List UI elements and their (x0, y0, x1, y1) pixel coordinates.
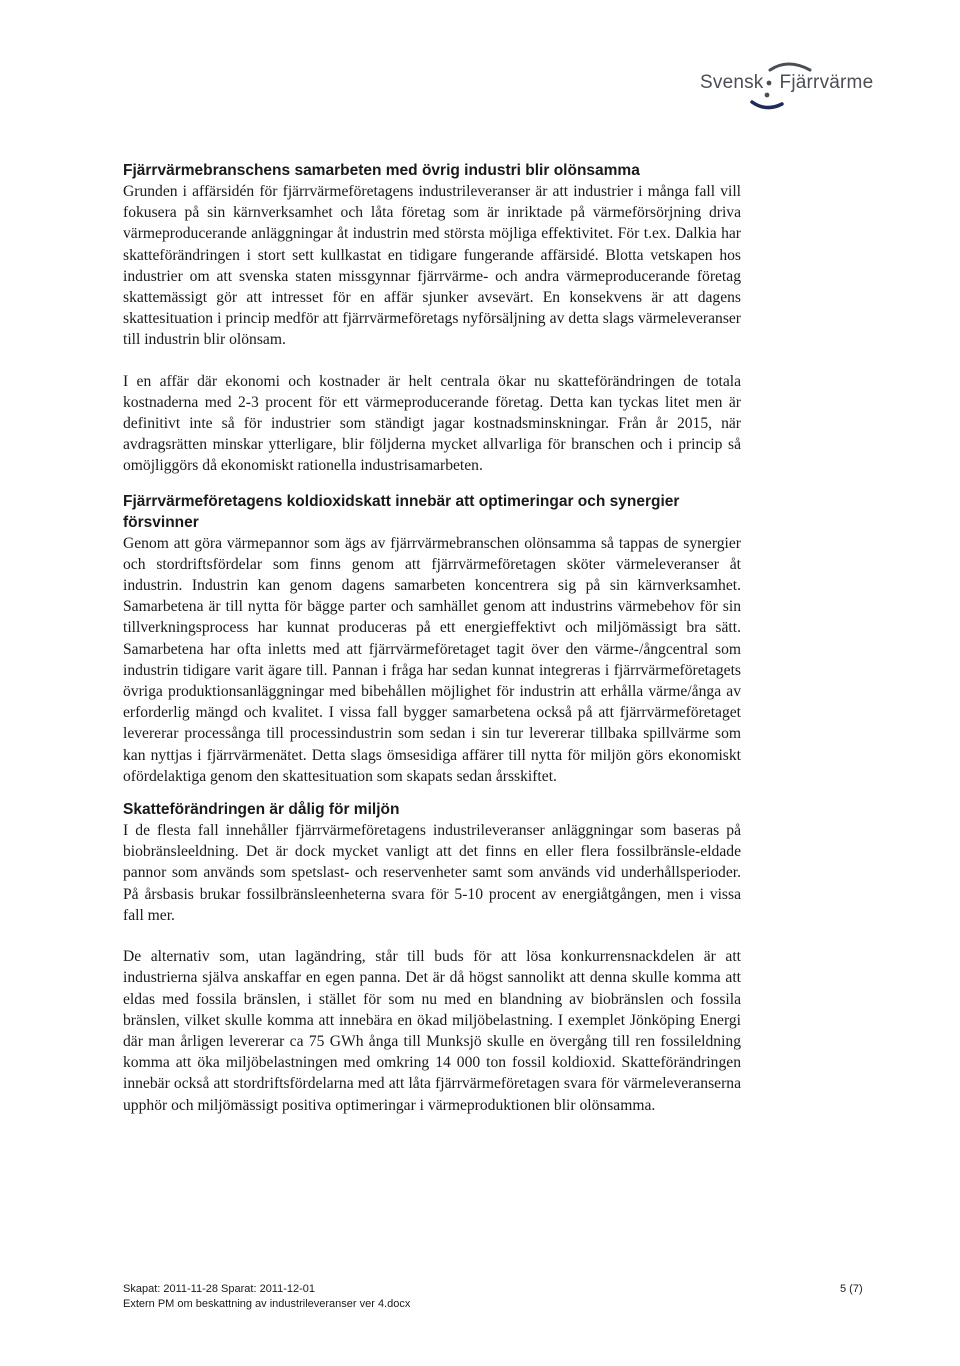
section-heading-2: Fjärrvärmeföretagens koldioxidskatt innebär att optimeringar och synergier försvinner (123, 492, 680, 531)
logo-text (700, 72, 873, 94)
paragraph-1-1: Grunden i affärsidén för fjärrvärmeföretagens industrileveranser är att industrier i många fall vill fokusera på sin kärnverksamhet och låta företag som är inriktade på värmeförsörjning driva värmeproducerande anläggningar åt industrin med största möjliga effektivitet. För t.ex. Dalkia har skatteförändringen i stort sett kullkastat en tidigare fungerande affärsidé. Blotta vetskapen hos industrier om att svenska staten missgynnar fjärrvärme- och andra värmeproducerande företag skattemässigt gör att intresset för en affär sjunker avsevärt. En konsekvens är att dagens skattesituation i princip medför att fjärrvärmeföretags nyförsäljning av detta slags värmeleveranser till industrin blir olönsam. (123, 183, 741, 349)
section-heading-3: Skatteförändringen är dålig för miljön (123, 801, 400, 819)
paragraph-3-1: I de flesta fall innehåller fjärrvärmeföretagens industrileveranser anläggningar som baseras på biobränsleeldning. Det är dock mycket vanligt att det finns en eller flera fossilbränsle-eldade pannor som används som spetslast- och reservenheter samt som används vid underhållsperioder. På årsbasis brukar fossilbränsleenheterna svara för 5-10 procent av energiåtgången, men i vissa fall mer. (123, 822, 741, 924)
page-number: 5 (7) (840, 1283, 863, 1295)
paragraph-2-1: Genom att göra värmepannor som ägs av fjärrvärmebranschen olönsamma så tappas de synergier och stordriftsfördelar som finns genom att fjärrvärmeföretagen sköter värmeleveranser åt industrin. Industrin kan genom dagens samarbeten koncentrera sig på sin kärnverksamhet. Samarbetena är till nytta för bägge parter och samhället genom att industrins värmebehov för sin tillverkningsprocess har kunnat produceras på ett energieffektivt och miljömässigt bra sätt. Samarbetena har ofta inletts med att fjärrvärmeföretaget tagit över den värme-/ångcentral som industrin tidigare varit ägare till. Pannan i fråga har sedan kunnat integreras i fjärrvärmeföretagets övriga produktionsanläggningar med bibehållen möjlighet för industrin att erhålla värme/ånga av erforderlig mängd och kvalitet. I vissa fall bygger samarbetena också på att fjärrvärmeföretaget levererar processånga till processindustrin som sedan i sin tur levererar tillbaka spillvärme som kan nyttjas i fjärrvärmenätet. Detta slags ömsesidiga affärer till nytta för miljön görs ekonomiskt ofördelaktiga genom den skattesituation som skapats sedan årsskiftet. (123, 534, 741, 785)
footer-filename: Extern PM om beskattning av industrileveranser ver 4.docx (123, 1298, 411, 1310)
footer-dates: Skapat: 2011-11-28 Sparat: 2011-12-01 (123, 1283, 316, 1295)
paragraph-1-2: I en affär där ekonomi och kostnader är helt centrala ökar nu skatteförändringen de totala kostnaderna med 2-3 procent för ett värmeproducerande företag. Detta kan tyckas litet men är definitivt inte så för industrier som ständigt jagar kostnadsminskningar. Från år 2015, när avdragsrätten minskar ytterligare, blir följderna mycket allvarliga för branschen och i princip så omöjliggörs då ekonomiskt rationella industrisamarbeten. (123, 372, 741, 475)
paragraph-3-2: De alternativ som, utan lagändring, står till buds för att lösa konkurrensnackdelen är att industrierna själva anskaffar en egen panna. Det är då högst sannolikt att denna skulle komma att eldas med fossila bränslen, i stället för som nu med en blandning av biobränslen och fossila bränslen, vilket skulle komma att innebära en ökad miljöbelastning. I exemplet Jönköping Energi där man årligen levererar ca 75 GWh ånga till Munksjö skulle en övergång till ren fossileldning komma att öka miljöbelastningen med omkring 14 000 ton fossil koldioxid. Skatteförändringen innebär också att stordriftsfördelarna med att låta fjärrvärmeföretagen svara för värmeleveranserna upphör och miljömässigt positiva optimeringar i värmeproduktionen blir olönsamma. (123, 948, 741, 1114)
section-heading-1: Fjärrvärmebranschens samarbeten med övrig industri blir olönsamma (123, 162, 640, 179)
document-body (123, 160, 741, 1116)
logo-text-right: Fjärrvärme (779, 72, 874, 93)
svensk-fjarrvarme-logo (700, 60, 900, 115)
logo-text-left: Svensk (700, 72, 764, 93)
footer-meta (123, 1282, 410, 1312)
